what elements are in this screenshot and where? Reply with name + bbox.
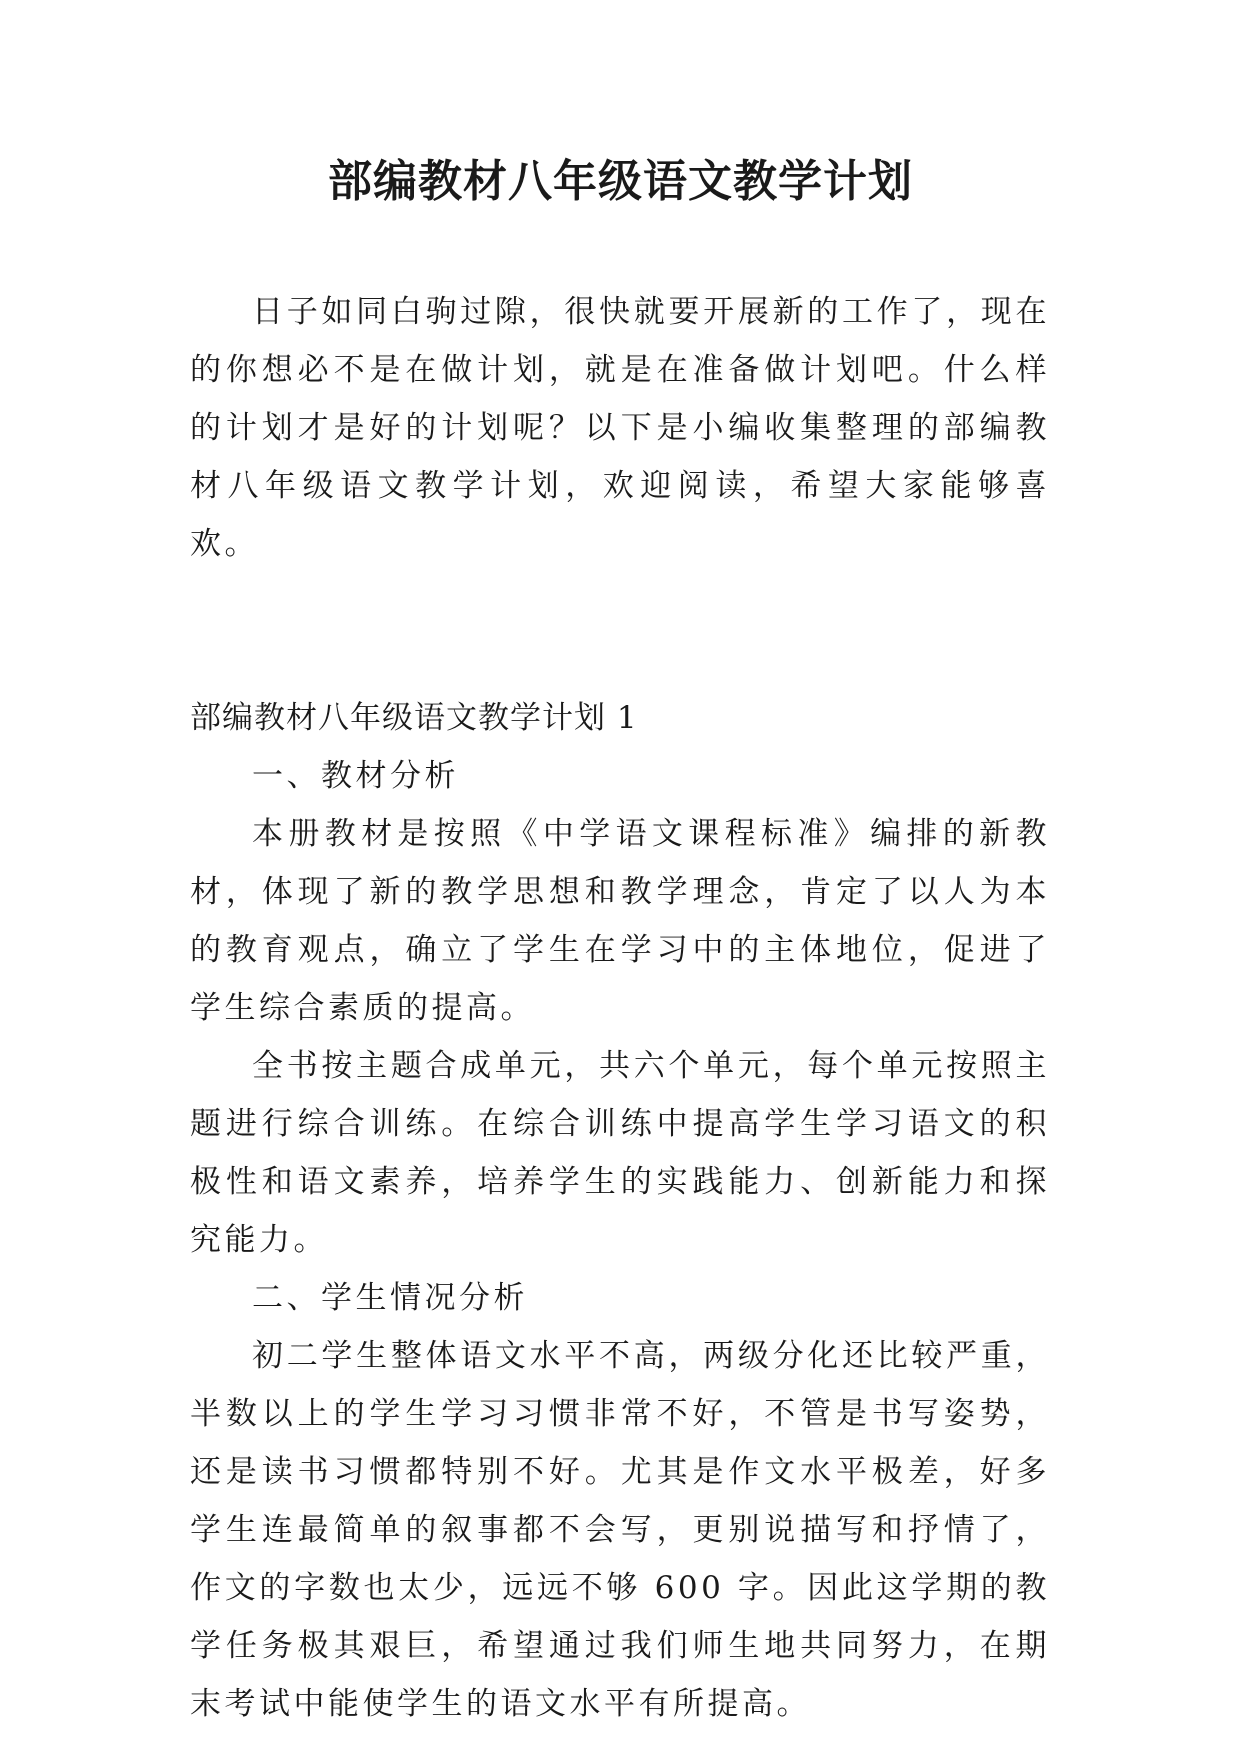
paragraph-textbook-2: 全书按主题合成单元，共六个单元，每个单元按照主题进行综合训练。在综合训练中提高学生学习语文的积极性和语文素养，培养学生的实践能力、创新能力和探究能力。 xyxy=(190,1048,1050,1258)
section-gap xyxy=(190,573,1050,689)
paragraph-student-analysis: 初二学生整体语文水平不高，两级分化还比较严重，半数以上的学生学习习惯非常不好，不管是书写姿势，还是读书习惯都特别不好。尤其是作文水平极差，好多学生连最简单的叙事都不会写，更别说描写和抒情了，作文的字数也太少，远远不够 600 字。因此这学期的教学任务极其艰巨，希望通过我们师生地共同努力，在期末考试中能使学生的语文水平有所提高。 xyxy=(190,1338,1050,1722)
heading-student-analysis: 二、学生情况分析 xyxy=(252,1280,528,1316)
heading-textbook-analysis: 一、教材分析 xyxy=(252,758,459,794)
document-title: 部编教材八年级语文教学计划 xyxy=(328,156,913,207)
section-title: 部编教材八年级语文教学计划 1 xyxy=(190,700,638,736)
paragraph-textbook-1: 本册教材是按照《中学语文课程标准》编排的新教材，体现了新的教学思想和教学理念，肯定了以人为本的教育观点，确立了学生在学习中的主体地位，促进了学生综合素质的提高。 xyxy=(190,816,1050,1026)
intro-paragraph: 日子如同白驹过隙，很快就要开展新的工作了，现在的你想必不是在做计划，就是在准备做计划吧。什么样的计划才是好的计划呢？以下是小编收集整理的部编教材八年级语文教学计划，欢迎阅读，希望大家能够喜欢。 xyxy=(190,294,1050,562)
document-body xyxy=(190,283,1050,1733)
